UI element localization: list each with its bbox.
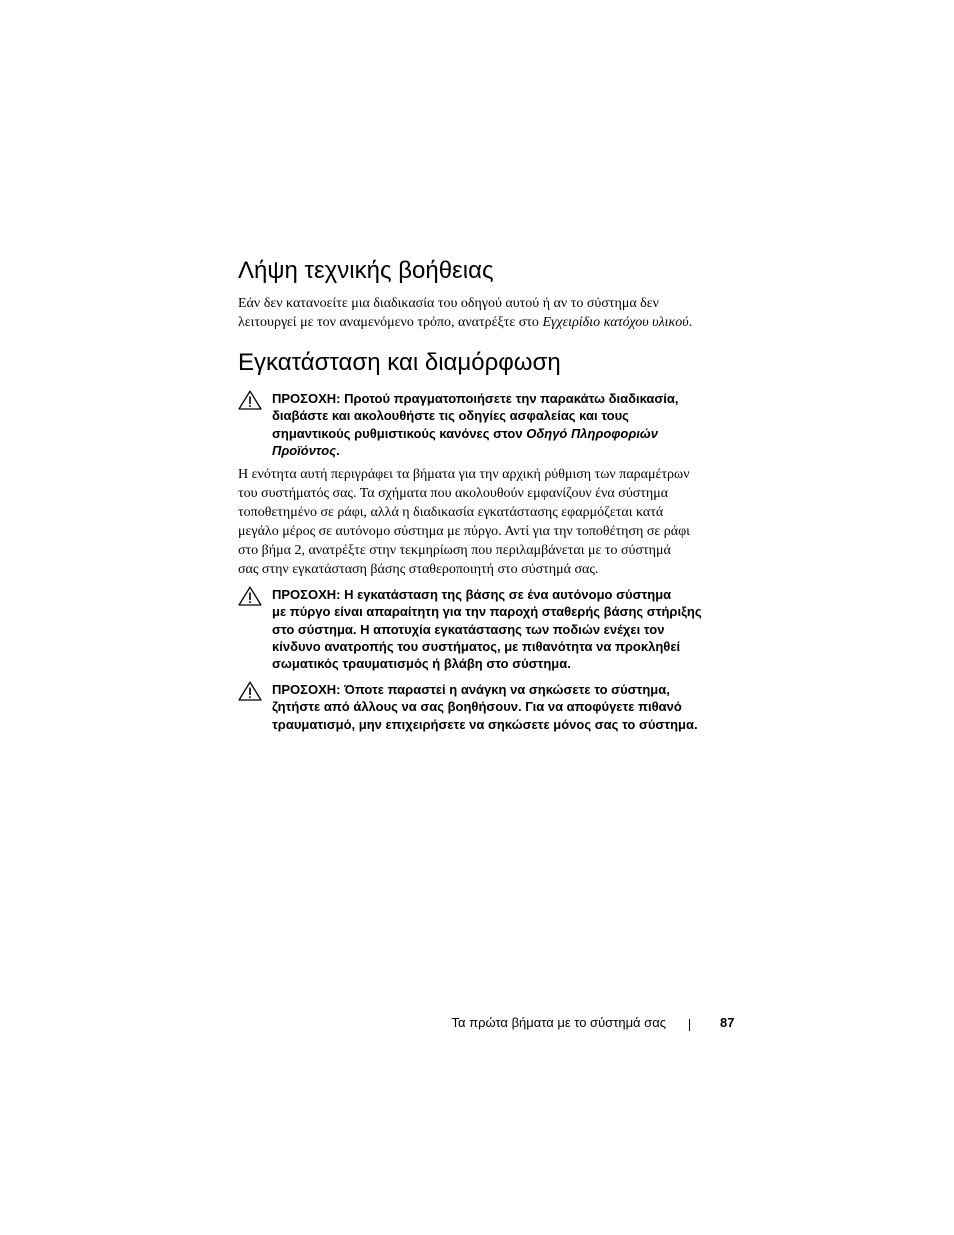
caution-line	[272, 586, 702, 603]
product-guide-title: Οδηγό Πληροφοριών	[526, 425, 658, 441]
caution-label: ΠΡΟΣΟΧΗ:	[272, 682, 341, 697]
caution-label: ΠΡΟΣΟΧΗ:	[272, 391, 341, 406]
paragraph-text: λειτουργεί με τον αναμενόμενο τρόπο, ανατρέξτε στο	[238, 315, 543, 330]
caution-icon	[238, 390, 262, 410]
caution-line: στο σύστημα. Η αποτυχία εγκατάστασης των ποδιών ενέχει τον	[272, 621, 665, 637]
caution-line	[272, 425, 679, 442]
caution-body: σημαντικούς ρυθμιστικούς κανόνες στον	[272, 425, 527, 441]
paragraph-line: σας στην εγκατάσταση βάσης σταθεροποιητή στο σύστημά σας.	[238, 562, 599, 577]
caution-icon	[238, 586, 262, 606]
caution-label: ΠΡΟΣΟΧΗ:	[272, 587, 341, 602]
caution-body: Προτού πραγματοποιήσετε την παρακάτω διαδικασία,	[340, 391, 679, 406]
caution-line: διαβάστε και ακολουθήστε τις οδηγίες ασφαλείας και τους	[272, 408, 629, 424]
caution-text	[272, 390, 679, 459]
paragraph-line: Εάν δεν κατανοείτε μια διαδικασία του οδηγού αυτού ή αν το σύστημα δεν	[238, 296, 659, 311]
product-guide-title: Προϊόντος	[272, 442, 337, 458]
page-number: 87	[720, 1015, 735, 1030]
paragraph-line: του συστήματός σας. Τα σχήματα που ακολουθούν εμφανίζουν ένα σύστημα	[238, 486, 669, 501]
caution-icon	[238, 681, 262, 701]
technical-help-paragraph	[238, 294, 738, 332]
caution-text	[272, 586, 702, 672]
section-heading-technical-help: Λήψη τεχνικής βοήθειας	[238, 257, 494, 284]
footer-chapter-title: Τα πρώτα βήματα με το σύστημά σας	[451, 1015, 666, 1030]
footer-separator	[689, 1019, 690, 1031]
paragraph-line: στο βήμα 2, ανατρέξτε στην τεκμηρίωση που περιλαμβάνεται με το σύστημά	[238, 543, 671, 558]
caution-text	[272, 681, 698, 733]
section-heading-installation: Εγκατάσταση και διαμόρφωση	[238, 349, 561, 376]
caution-line: κίνδυνο ανατροπής του συστήματος, με πιθανότητα να προκληθεί	[272, 638, 681, 654]
paragraph-text: .	[688, 315, 693, 330]
paragraph-line: τοποθετημένο σε ράφι, αλλά η διαδικασία εγκατάστασης εφαρμόζεται κατά	[238, 505, 664, 520]
installation-paragraph	[238, 465, 738, 579]
caution-line	[272, 390, 679, 407]
paragraph-line: μεγάλο μέρος σε αυτόνομο σύστημα με πύργο. Αντί για την τοποθέτηση σε ράφι	[238, 524, 690, 539]
caution-body: Η εγκατάσταση της βάσης σε ένα αυτόνομο σύστημα	[340, 587, 672, 602]
paragraph-line: Η ενότητα αυτή περιγράφει τα βήματα για την αρχική ρύθμιση των παραμέτρων	[238, 467, 690, 482]
paragraph-line	[238, 313, 738, 332]
caution-line: τραυματισμό, μην επιχειρήσετε να σηκώσετε μόνος σας το σύστημα.	[272, 716, 698, 732]
caution-line: με πύργο είναι απαραίτητη για την παροχή σταθερής βάσης στήριξης	[272, 604, 702, 620]
caution-body: .	[336, 442, 340, 458]
manual-title: Εγχειρίδιο κατόχου υλικού	[542, 315, 689, 330]
caution-line: σωματικός τραυματισμός ή βλάβη στο σύστημα.	[272, 656, 571, 672]
caution-body: Όποτε παραστεί η ανάγκη να σηκώσετε το σύστημα,	[340, 682, 670, 697]
caution-line	[272, 681, 698, 698]
caution-line: ζητήστε από άλλους να σας βοηθήσουν. Για να αποφύγετε πιθανό	[272, 699, 682, 715]
caution-line	[272, 442, 679, 459]
